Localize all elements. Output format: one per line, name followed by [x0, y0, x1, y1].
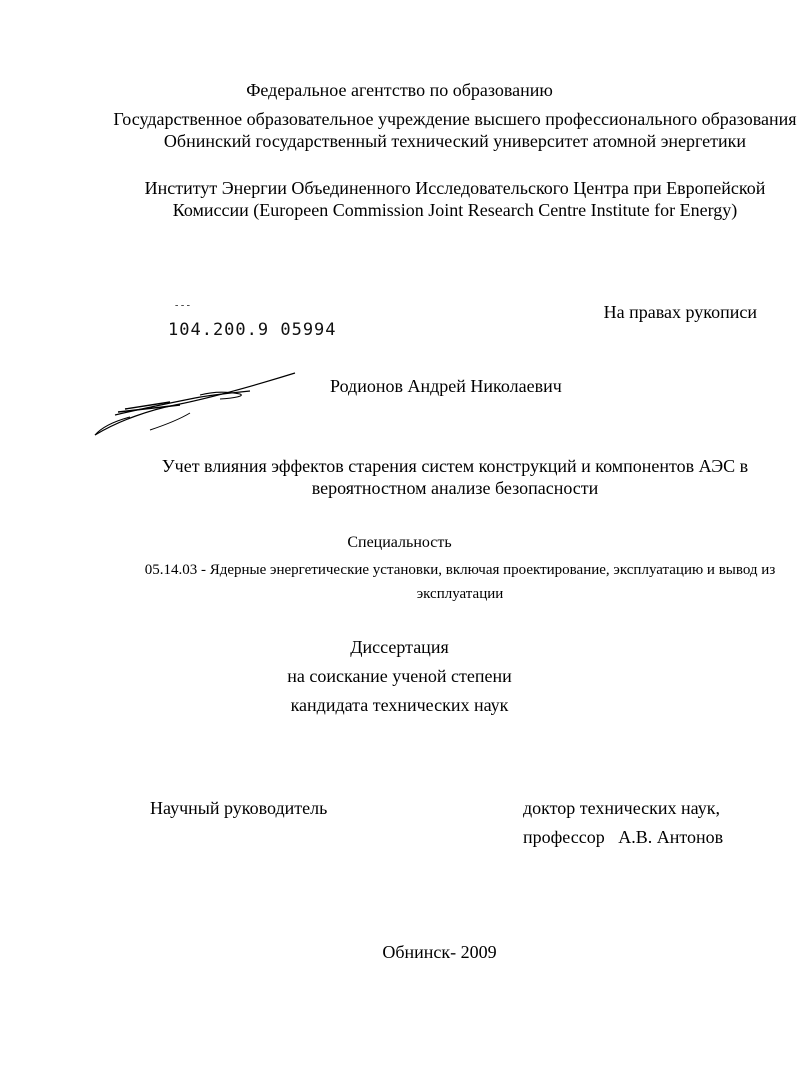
signature-image: [90, 365, 300, 440]
advisor-degree: доктор технических наук,: [523, 798, 720, 818]
dissertation-type: Диссертация: [350, 637, 449, 657]
registry-number-stamp: 104.200.9 05994: [168, 320, 337, 340]
jrc-institute-name: Институт Энергии Объединенного Исследовательского Центра при Европейской Комиссии (Europeen Commission Joint Research Centre Institute for Energy): [144, 178, 766, 220]
degree-line-1: на соискание ученой степени: [287, 666, 512, 686]
manuscript-rights-note: На правах рукописи: [603, 302, 757, 322]
registry-mark-dots: - - -: [175, 300, 190, 311]
specialty-code: 05.14.03 - Ядерные энергетические установки, включая проектирование, эксплуатацию и вывод из эксплуатации: [144, 562, 776, 602]
city-year: Обнинск- 2009: [382, 942, 497, 962]
degree-line-2: кандидата технических наук: [290, 695, 509, 715]
thesis-title: Учет влияния эффектов старения систем конструкций и компонентов АЭС в вероятностном анализе безопасности: [161, 456, 749, 498]
advisor-label: Научный руководитель: [150, 798, 328, 818]
specialty-label: Специальность: [347, 534, 452, 551]
institution-name: Государственное образовательное учреждение высшего профессионального образования Обнинский государственный технический университет атомной энергетики: [113, 109, 797, 151]
advisor-name: профессор А.В. Антонов: [523, 827, 724, 847]
agency-name: Федеральное агентство по образованию: [246, 80, 553, 100]
author-name: Родионов Андрей Николаевич: [330, 376, 562, 396]
